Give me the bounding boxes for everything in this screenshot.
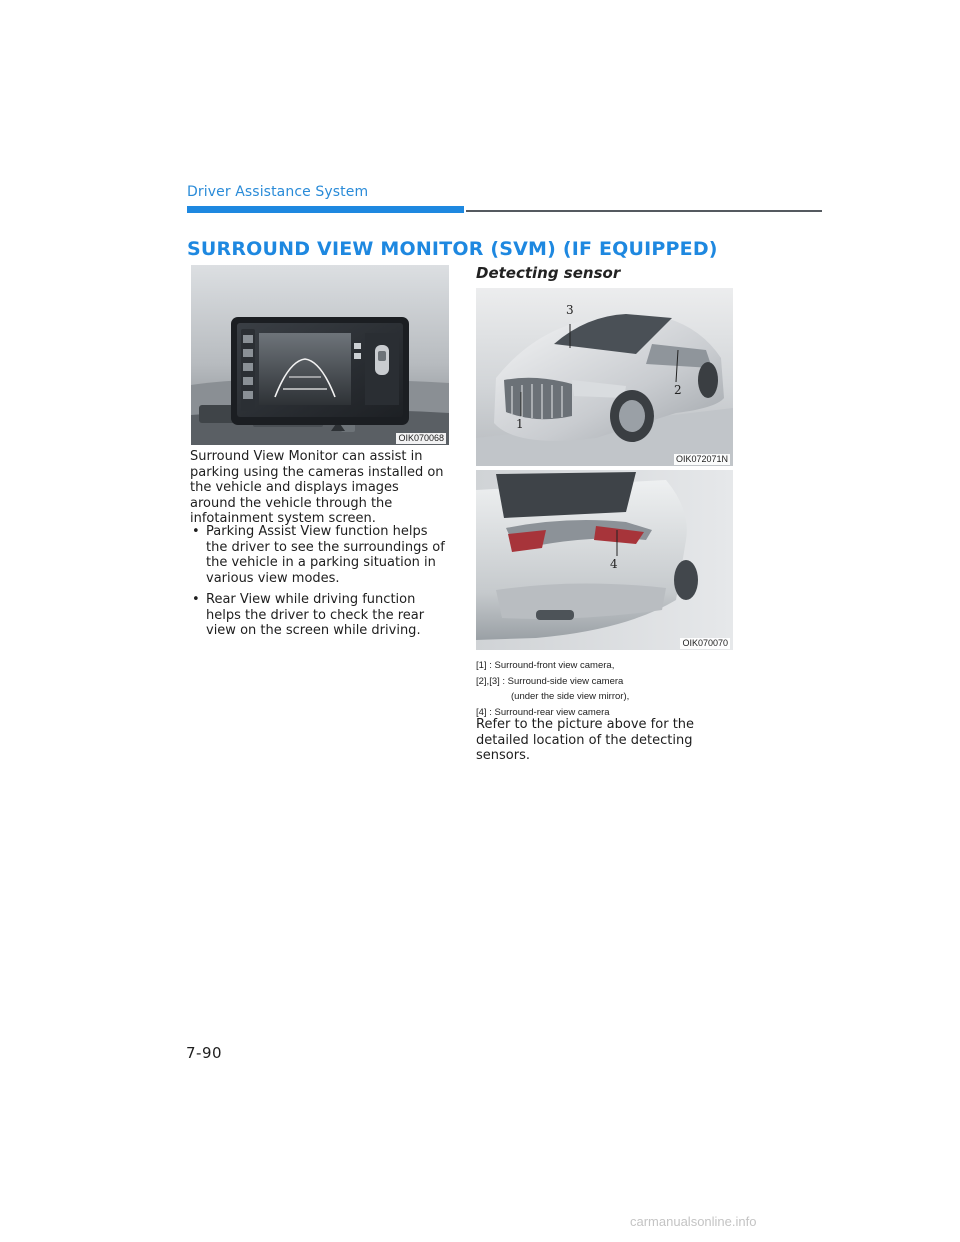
figure-captions	[476, 658, 736, 720]
figure-code: OIK072071N	[675, 454, 728, 464]
list-item-text: Parking Assist View function helps the driver to see the surroundings of the vehicle in a parking situation in various view modes.	[206, 524, 445, 586]
figure-rear-camera	[476, 470, 733, 650]
figure-infotainment-screen	[191, 265, 449, 445]
caption-line: [2],[3] : Surround-side view camera	[476, 675, 624, 687]
caption-line: [4] : Surround-rear view camera	[476, 706, 610, 718]
car-front-illustration	[476, 288, 733, 466]
car-rear-illustration	[476, 470, 733, 650]
intro-paragraph: Surround View Monitor can assist in parking using the cameras installed on the vehicle and displays images around the vehicle through the infotainment system screen.	[190, 449, 444, 526]
page-title: SURROUND VIEW MONITOR (SVM) (IF EQUIPPED)	[187, 238, 718, 260]
header-rule	[466, 210, 822, 212]
callout-1: 1	[516, 417, 524, 431]
caption-line: (under the side view mirror),	[511, 691, 630, 702]
list-item	[190, 524, 450, 586]
bullet-icon: •	[192, 592, 200, 607]
infotainment-illustration	[191, 265, 449, 445]
callout-3: 3	[566, 303, 574, 317]
feature-list	[190, 524, 450, 645]
figure-front-cameras	[476, 288, 733, 466]
caption-line: [1] : Surround-front view camera,	[476, 660, 615, 671]
section-heading: Detecting sensor	[476, 264, 621, 282]
refer-paragraph: Refer to the picture above for the detailed location of the detecting sensors.	[476, 717, 695, 763]
figure-code: OIK070070	[682, 638, 728, 648]
callout-4: 4	[610, 557, 618, 571]
figure-code: OIK070068	[398, 433, 444, 443]
bullet-icon: •	[192, 524, 200, 539]
page-number: 7-90	[186, 1044, 223, 1062]
section-label: Driver Assistance System	[187, 184, 369, 200]
header-rule-accent	[187, 206, 464, 213]
list-item	[190, 592, 450, 639]
callout-2: 2	[674, 383, 682, 397]
list-item-text: Rear View while driving function helps the driver to check the rear view on the screen while driving.	[206, 592, 425, 638]
watermark: carmanualsonline.info	[630, 1214, 757, 1229]
